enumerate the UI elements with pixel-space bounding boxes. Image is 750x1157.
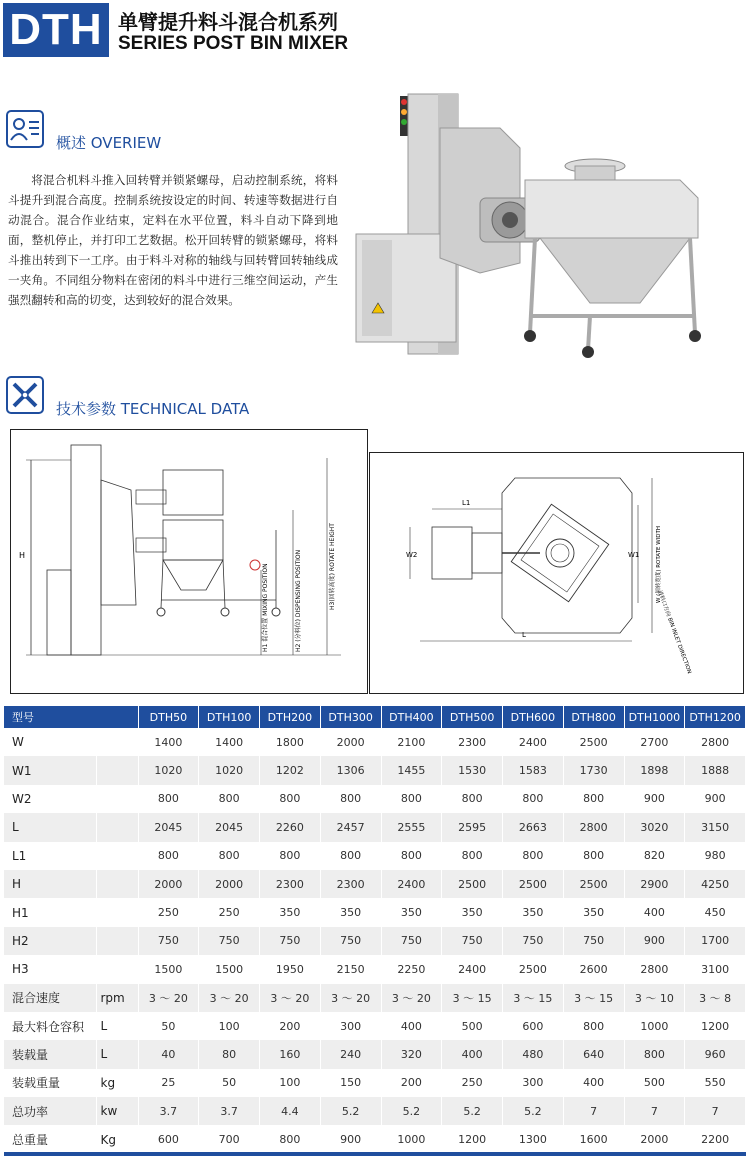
table-cell: 5.2 <box>503 1097 564 1125</box>
label-l: L <box>522 631 526 639</box>
table-cell: 7 <box>685 1097 746 1125</box>
table-cell: 800 <box>138 842 199 870</box>
table-cell: 750 <box>442 927 503 955</box>
table-cell: 900 <box>320 1125 381 1153</box>
table-cell: 2500 <box>563 728 624 756</box>
table-cell: 1000 <box>381 1125 442 1153</box>
param-name: W <box>4 728 96 756</box>
table-row <box>4 1012 746 1040</box>
table-cell: 480 <box>503 1040 564 1068</box>
table-cell: 300 <box>320 1012 381 1040</box>
technical-title: 技术参数 TECHNICAL DATA <box>56 400 250 418</box>
table-cell: 900 <box>685 785 746 813</box>
table-row <box>4 1097 746 1125</box>
table-cell: 1202 <box>260 756 321 784</box>
table-cell: 2500 <box>503 870 564 898</box>
table-cell: 2000 <box>624 1125 685 1153</box>
table-cell: 2150 <box>320 955 381 983</box>
table-cell: 750 <box>199 927 260 955</box>
table-cell: 1000 <box>624 1012 685 1040</box>
param-name: H2 <box>4 927 96 955</box>
table-cell: 300 <box>503 1069 564 1097</box>
table-cell: 750 <box>503 927 564 955</box>
header-model-label: 型号 <box>4 706 138 728</box>
table-cell: 750 <box>563 927 624 955</box>
table-cell: 4.4 <box>260 1097 321 1125</box>
table-cell: 2260 <box>260 813 321 841</box>
table-cell: 1888 <box>685 756 746 784</box>
table-row <box>4 927 746 955</box>
table-cell: 800 <box>260 1125 321 1153</box>
param-name: W2 <box>4 785 96 813</box>
table-cell: 600 <box>503 1012 564 1040</box>
table-row <box>4 756 746 784</box>
table-cell: 5.2 <box>381 1097 442 1125</box>
table-cell: 1200 <box>685 1012 746 1040</box>
table-cell: 2500 <box>563 870 624 898</box>
table-cell: 800 <box>503 785 564 813</box>
ruler-pencil-icon <box>6 376 44 414</box>
table-cell: 2000 <box>320 728 381 756</box>
table-cell: 820 <box>624 842 685 870</box>
table-cell: 2250 <box>381 955 442 983</box>
table-cell: 2000 <box>199 870 260 898</box>
table-cell: 1700 <box>685 927 746 955</box>
param-unit <box>96 955 138 983</box>
table-cell: 750 <box>260 927 321 955</box>
table-cell: 2555 <box>381 813 442 841</box>
table-cell: 400 <box>563 1069 624 1097</box>
table-cell: 7 <box>563 1097 624 1125</box>
table-cell: 1500 <box>199 955 260 983</box>
overview-title: 概述 OVERIEW <box>56 134 162 152</box>
header-model: DTH50 <box>138 706 199 728</box>
header-model: DTH400 <box>381 706 442 728</box>
page-title-en: SERIES POST BIN MIXER <box>118 33 349 54</box>
table-cell: 250 <box>442 1069 503 1097</box>
footer-bar <box>4 1152 746 1156</box>
table-cell: 1583 <box>503 756 564 784</box>
table-cell: 2457 <box>320 813 381 841</box>
table-cell: 800 <box>563 785 624 813</box>
header-model: DTH1200 <box>685 706 746 728</box>
table-cell: 600 <box>138 1125 199 1153</box>
table-cell: 2100 <box>381 728 442 756</box>
table-cell: 3100 <box>685 955 746 983</box>
table-row <box>4 813 746 841</box>
table-cell: 2300 <box>320 870 381 898</box>
mixer-machine-photo <box>350 88 745 366</box>
table-cell: 2500 <box>503 955 564 983</box>
table-cell: 5.2 <box>320 1097 381 1125</box>
table-row <box>4 1069 746 1097</box>
table-cell: 1600 <box>563 1125 624 1153</box>
label-inlet: 进料口方向 BIN INLET DIRECTION <box>656 589 692 675</box>
param-name: 装载量 <box>4 1040 96 1068</box>
table-cell: 2663 <box>503 813 564 841</box>
table-cell: 800 <box>320 842 381 870</box>
table-cell: 750 <box>138 927 199 955</box>
table-cell: 2800 <box>624 955 685 983</box>
overview-text: 将混合机料斗推入回转臂并锁紧螺母，启动控制系统，将料斗提升到混合高度。控制系统按设定的时间、转速等数据进行自动混合。混合作业结束，定料在水平位置，料斗自动下降到地面，整机停止，并打印工艺数据。松开回转臂的锁紧螺母，将料斗推出转到下一工序。由于料斗对称的轴线与回转臂回转轴线成一夹角。不同组分物料在密闭的料斗中进行三维空间运动，产生强烈翻转和高的切变，达到较好的混合效果。 <box>8 173 338 307</box>
table-cell: 800 <box>381 785 442 813</box>
param-unit <box>96 898 138 926</box>
table-row <box>4 842 746 870</box>
param-name: 总功率 <box>4 1097 96 1125</box>
table-cell: 2800 <box>563 813 624 841</box>
table-cell: 200 <box>381 1069 442 1097</box>
side-elevation-diagram <box>10 429 368 694</box>
table-cell: 3 ～ 20 <box>199 984 260 1012</box>
table-row <box>4 728 746 756</box>
label-l1: L1 <box>462 499 471 507</box>
param-unit: L <box>96 1040 138 1068</box>
param-name: H1 <box>4 898 96 926</box>
table-cell: 2595 <box>442 813 503 841</box>
table-cell: 3020 <box>624 813 685 841</box>
header-model: DTH200 <box>260 706 321 728</box>
table-cell: 320 <box>381 1040 442 1068</box>
table-cell: 350 <box>381 898 442 926</box>
table-cell: 450 <box>685 898 746 926</box>
top-view-diagram <box>369 452 744 694</box>
table-cell: 750 <box>381 927 442 955</box>
header-model: DTH800 <box>563 706 624 728</box>
table-cell: 900 <box>624 927 685 955</box>
header-model: DTH1000 <box>624 706 685 728</box>
table-cell: 2000 <box>138 870 199 898</box>
table-cell: 2500 <box>442 870 503 898</box>
table-cell: 1400 <box>199 728 260 756</box>
table-cell: 50 <box>199 1069 260 1097</box>
table-cell: 1455 <box>381 756 442 784</box>
table-cell: 200 <box>260 1012 321 1040</box>
table-cell: 800 <box>199 842 260 870</box>
table-cell: 100 <box>199 1012 260 1040</box>
param-unit <box>96 813 138 841</box>
param-unit <box>96 842 138 870</box>
table-cell: 640 <box>563 1040 624 1068</box>
table-cell: 3 ～ 10 <box>624 984 685 1012</box>
label-h: H <box>19 551 26 560</box>
header-model: DTH300 <box>320 706 381 728</box>
table-cell: 160 <box>260 1040 321 1068</box>
table-cell: 750 <box>320 927 381 955</box>
table-row <box>4 955 746 983</box>
param-name: L <box>4 813 96 841</box>
table-cell: 400 <box>442 1040 503 1068</box>
param-unit: kg <box>96 1069 138 1097</box>
table-cell: 80 <box>199 1040 260 1068</box>
table-cell: 350 <box>442 898 503 926</box>
table-cell: 1300 <box>503 1125 564 1153</box>
table-cell: 3 ～ 15 <box>442 984 503 1012</box>
table-cell: 2400 <box>442 955 503 983</box>
table-cell: 3 ～ 20 <box>260 984 321 1012</box>
table-cell: 800 <box>563 1012 624 1040</box>
param-unit <box>96 927 138 955</box>
table-cell: 1530 <box>442 756 503 784</box>
table-cell: 5.2 <box>442 1097 503 1125</box>
table-cell: 1200 <box>442 1125 503 1153</box>
table-cell: 350 <box>320 898 381 926</box>
table-cell: 980 <box>685 842 746 870</box>
table-cell: 800 <box>320 785 381 813</box>
table-cell: 800 <box>624 1040 685 1068</box>
table-cell: 800 <box>442 842 503 870</box>
table-cell: 1400 <box>138 728 199 756</box>
table-row <box>4 1040 746 1068</box>
table-cell: 3 ～ 8 <box>685 984 746 1012</box>
param-unit <box>96 756 138 784</box>
table-row <box>4 785 746 813</box>
table-cell: 250 <box>138 898 199 926</box>
table-cell: 800 <box>260 785 321 813</box>
table-cell: 1306 <box>320 756 381 784</box>
header-model: DTH600 <box>503 706 564 728</box>
table-cell: 800 <box>563 842 624 870</box>
table-cell: 7 <box>624 1097 685 1125</box>
table-cell: 960 <box>685 1040 746 1068</box>
table-cell: 2045 <box>138 813 199 841</box>
table-cell: 150 <box>320 1069 381 1097</box>
header-model: DTH100 <box>199 706 260 728</box>
param-name: L1 <box>4 842 96 870</box>
table-cell: 3.7 <box>199 1097 260 1125</box>
table-cell: 3 ～ 20 <box>381 984 442 1012</box>
param-unit: rpm <box>96 984 138 1012</box>
table-cell: 800 <box>442 785 503 813</box>
table-cell: 3 ～ 20 <box>320 984 381 1012</box>
table-cell: 2700 <box>624 728 685 756</box>
label-h2: H2 (分料位) DISPENSING POSITION <box>295 549 302 652</box>
label-w: W (回转宽度) ROTATE WIDTH <box>656 525 662 603</box>
table-cell: 1950 <box>260 955 321 983</box>
table-cell: 250 <box>199 898 260 926</box>
table-cell: 2300 <box>442 728 503 756</box>
table-cell: 25 <box>138 1069 199 1097</box>
table-cell: 2800 <box>685 728 746 756</box>
table-cell: 40 <box>138 1040 199 1068</box>
table-cell: 800 <box>260 842 321 870</box>
param-unit <box>96 785 138 813</box>
param-unit: L <box>96 1012 138 1040</box>
table-cell: 2200 <box>685 1125 746 1153</box>
spec-table <box>4 706 746 1154</box>
table-cell: 3150 <box>685 813 746 841</box>
table-cell: 400 <box>381 1012 442 1040</box>
table-cell: 500 <box>442 1012 503 1040</box>
table-cell: 4250 <box>685 870 746 898</box>
table-cell: 1020 <box>199 756 260 784</box>
table-cell: 400 <box>624 898 685 926</box>
table-row <box>4 984 746 1012</box>
table-cell: 100 <box>260 1069 321 1097</box>
table-cell: 500 <box>624 1069 685 1097</box>
table-cell: 240 <box>320 1040 381 1068</box>
param-unit <box>96 728 138 756</box>
series-code-badge: DTH <box>3 3 109 57</box>
table-cell: 1898 <box>624 756 685 784</box>
table-header-row <box>4 706 746 728</box>
param-name: W1 <box>4 756 96 784</box>
table-cell: 350 <box>260 898 321 926</box>
table-cell: 3 ～ 15 <box>563 984 624 1012</box>
param-unit: Kg <box>96 1125 138 1153</box>
table-cell: 3 ～ 20 <box>138 984 199 1012</box>
table-cell: 2300 <box>260 870 321 898</box>
param-unit <box>96 870 138 898</box>
label-h1: H1 混合位置 MIXING POSITION <box>262 563 269 652</box>
param-name: H <box>4 870 96 898</box>
user-list-icon <box>6 110 44 148</box>
table-cell: 800 <box>199 785 260 813</box>
table-cell: 550 <box>685 1069 746 1097</box>
table-cell: 2400 <box>381 870 442 898</box>
table-row <box>4 1125 746 1153</box>
param-name: 总重量 <box>4 1125 96 1153</box>
table-cell: 700 <box>199 1125 260 1153</box>
table-cell: 350 <box>503 898 564 926</box>
table-cell: 350 <box>563 898 624 926</box>
table-cell: 3 ～ 15 <box>503 984 564 1012</box>
table-cell: 3.7 <box>138 1097 199 1125</box>
table-cell: 1020 <box>138 756 199 784</box>
param-name: 装载重量 <box>4 1069 96 1097</box>
table-cell: 50 <box>138 1012 199 1040</box>
param-name: H3 <box>4 955 96 983</box>
table-cell: 800 <box>381 842 442 870</box>
param-unit: kw <box>96 1097 138 1125</box>
table-cell: 900 <box>624 785 685 813</box>
param-name: 混合速度 <box>4 984 96 1012</box>
table-cell: 1730 <box>563 756 624 784</box>
header-model: DTH500 <box>442 706 503 728</box>
param-name: 最大料仓容积 <box>4 1012 96 1040</box>
table-cell: 1500 <box>138 955 199 983</box>
page-title-zh: 单臂提升料斗混合机系列 <box>118 10 338 34</box>
table-cell: 800 <box>138 785 199 813</box>
label-h3: H3(回转高度) ROTATE HEIGHT <box>329 523 336 610</box>
label-w1: W1 <box>628 551 640 559</box>
label-w2: W2 <box>406 551 418 559</box>
table-row <box>4 870 746 898</box>
table-cell: 1800 <box>260 728 321 756</box>
table-cell: 2400 <box>503 728 564 756</box>
table-cell: 2900 <box>624 870 685 898</box>
table-cell: 2600 <box>563 955 624 983</box>
table-cell: 2045 <box>199 813 260 841</box>
table-cell: 800 <box>503 842 564 870</box>
table-row <box>4 898 746 926</box>
